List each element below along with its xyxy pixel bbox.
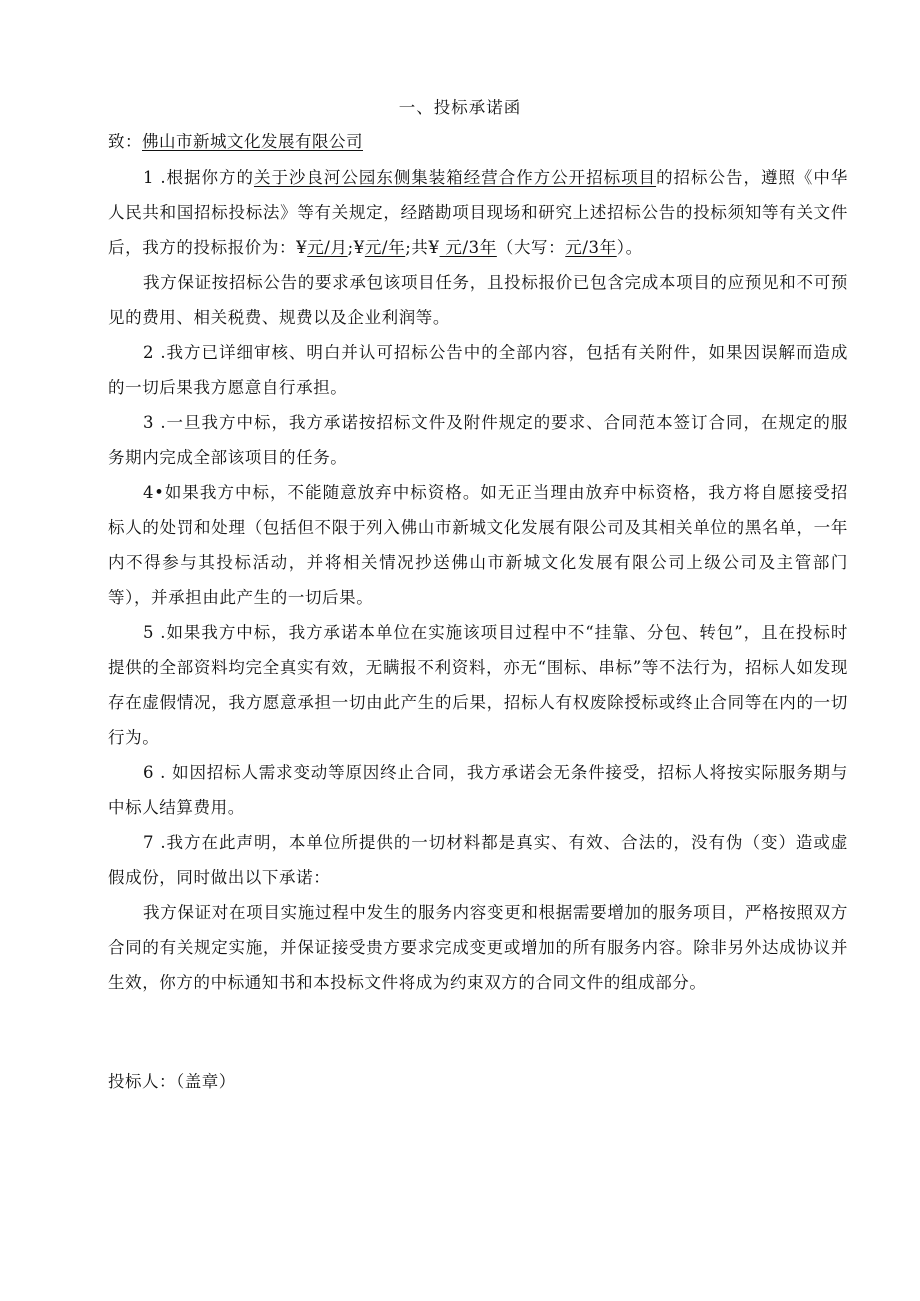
price-per-year: 元/年 (364, 238, 406, 257)
paragraph-7: 7 .我方在此声明，本单位所提供的一切材料都是真实、有效、合法的，没有伪（变）造或虚假成份，同时做出以下承诺： (108, 833, 848, 887)
bidder-signature-line: 投标人：（盖章） (108, 1072, 236, 1091)
p1-text-a: 1 .根据你方的 (143, 168, 254, 187)
price-three-years: 元/3年 (439, 238, 497, 257)
project-name: 关于沙良河公园东侧集装箱经营合作方公开招标项目 (253, 168, 657, 187)
p1-text-f: ）。 (616, 238, 643, 257)
addressee-prefix: 致： (108, 132, 142, 151)
p1-text-c: ;¥ (347, 238, 365, 257)
p1-text-b: 的招标公告，遵照《中华人民共和国招标投标法》等有关规定，经踏勘项目现场和研究上述招标公告的投标须知等有关文件后，我方的投标报价为：¥ (108, 168, 848, 257)
p1-text-e: （大写： (496, 238, 566, 257)
paragraph-1-bid-price (108, 160, 848, 265)
paragraph-3: 3 .一旦我方中标，我方承诺按招标文件及附件规定的要求、合同范本签订合同，在规定的服务期内完成全部该项目的任务。 (108, 413, 848, 467)
paragraph-5: 5 .如果我方中标，我方承诺本单位在实施该项目过程中不“挂靠、分包、转包”，且在投标时提供的全部资料均完全真实有效，无瞒报不利资料，亦无“围标、串标”等不法行为，招标人如发现存在虚假情况，我方愿意承担一切由此产生的后果，招标人有权废除授标或终止合同等在内的一切行为。 (108, 623, 848, 747)
price-in-words: 元/3年 (565, 238, 617, 257)
addressee-line (108, 128, 363, 152)
paragraph-commitment: 我方保证对在项目实施过程中发生的服务内容变更和根据需要增加的服务项目，严格按照双方合同的有关规定实施，并保证接受贵方要求完成变更或增加的所有服务内容。除非另外达成协议并生效，你方的中标通知书和本投标文件将成为约束双方的合同文件的组成部分。 (108, 903, 848, 992)
letter-body (108, 160, 848, 1000)
addressee-name: 佛山市新城文化发展有限公司 (142, 132, 363, 151)
paragraph-6: 6 . 如因招标人需求变动等原因终止合同，我方承诺会无条件接受，招标人将按实际服务期与中标人结算费用。 (108, 763, 848, 817)
paragraph-guarantee: 我方保证按招标公告的要求承包该项目任务，且投标报价已包含完成本项目的应预见和不可预见的费用、相关税费、规费以及企业利润等。 (108, 273, 848, 327)
p1-text-d: ;共¥ (405, 238, 440, 257)
paragraph-4: 4•如果我方中标，不能随意放弃中标资格。如无正当理由放弃中标资格，我方将自愿接受招标人的处罚和处理（包括但不限于列入佛山市新城文化发展有限公司及其相关单位的黑名单，一年内不得参与其投标活动，并将相关情况抄送佛山市新城文化发展有限公司上级公司及主管部门等），并承担由此产生的一切后果。 (108, 483, 848, 607)
paragraph-2: 2 .我方已详细审核、明白并认可招标公告中的全部内容，包括有关附件，如果因误解而造成的一切后果我方愿意自行承担。 (108, 343, 848, 397)
price-per-month: 元/月 (307, 238, 348, 257)
page-title: 一、投标承诺函 (398, 98, 522, 117)
